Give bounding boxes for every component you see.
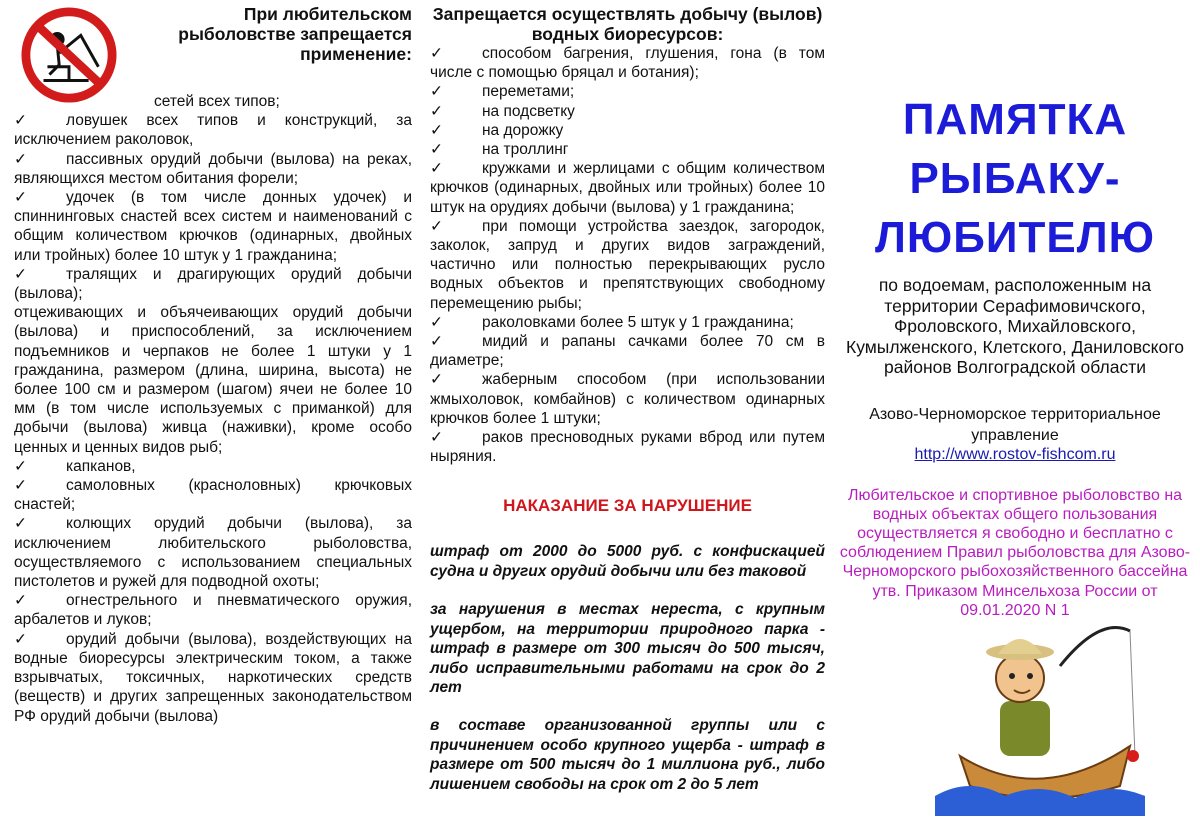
check-icon: ✓	[430, 371, 443, 389]
fisherman-illustration	[930, 606, 1150, 816]
prohibited-methods-column	[430, 4, 825, 813]
check-icon: ✓	[430, 333, 443, 351]
list-item: ✓ раколовками более 5 штук у 1 гражданина;	[430, 313, 794, 331]
title-column	[836, 4, 1194, 620]
left-heading: При любительском рыболовстве запрещается применение:	[178, 4, 412, 64]
check-icon: ✓	[430, 141, 443, 159]
check-icon: ✓	[14, 592, 27, 610]
penalty-item: в составе организованной группы или с причинением особо крупного ущерба - штраф в размере от 500 тысяч до 1 миллиона руб., либо лишением свободы на срок от 2 до 5 лет	[430, 717, 825, 793]
list-item: сетей всех типов;	[154, 93, 280, 110]
penalty-item: за нарушения в местах нереста, с крупным ущербом, на территории природного парка - штраф в размере от 300 тысяч до 500 тысяч, либо исправительными работами на срок до 2 лет	[430, 601, 825, 696]
list-item: ✓ колющих орудий добычи (вылова), за исключением любительского рыболовства, осуществляемого с использованием специальных пистолетов и ружей для подводной охоты;	[14, 515, 412, 591]
rules-note: Любительское и спортивное рыболовство на водных объектах общего пользования осуществляется я свободно и бесплатно с соблюдением Правил рыболовства для Азово-Черноморского рыбохозяйственного бассейна утв. Приказом Минсельхоза России от 09.01.2020 N 1	[839, 486, 1191, 619]
check-icon: ✓	[14, 515, 27, 533]
list-item: отцеживающих и объячеивающих орудий добычи (вылова) и приспособлений, за исключением подъемников и черпаков не более 1 штуки у 1 гражданина, размером (длина, ширина, высота) не более 100 см и размером (шагом) ячеи не более 10 мм (в том числе используемых с приманкой) для добычи (вылова) живца (наживки), кроме особо ценных и ценных видов рыб;	[14, 304, 412, 456]
check-icon: ✓	[430, 313, 443, 331]
title-line: ПАМЯТКА РЫБАКУ- ЛЮБИТЕЛЮ	[875, 95, 1155, 262]
list-item: ✓ самоловных (красноловных) крючковых снастей;	[14, 477, 412, 514]
check-icon: ✓	[14, 457, 27, 475]
check-icon: ✓	[430, 45, 443, 62]
list-item: ✓ ловушек всех типов и конструкций, за исключением раколовок,	[14, 112, 412, 149]
check-icon: ✓	[430, 160, 443, 178]
list-item: ✓ удочек (в том числе донных удочек) и спиннинговых снастей всех систем и наименований с общим количеством крючков (одинарных, двойных или тройных) более 10 штук у 1 гражданина;	[14, 189, 412, 264]
list-item: ✓ тралящих и драгирующих орудий добычи (вылова);	[14, 265, 412, 303]
middle-heading: Запрещается осуществлять добычу (вылов) водных биоресурсов:	[432, 4, 823, 44]
check-icon: ✓	[14, 150, 27, 168]
list-item: ✓ на дорожку	[430, 121, 564, 139]
list-item: ✓ переметами;	[430, 83, 575, 101]
check-icon: ✓	[14, 112, 27, 130]
penalty-title: НАКАЗАНИЕ ЗА НАРУШЕНИЕ	[503, 496, 752, 516]
check-icon: ✓	[430, 83, 443, 101]
check-icon: ✓	[14, 477, 27, 495]
list-item: ✓ капканов,	[14, 457, 136, 475]
subtitle: по водоемам, расположенным на территории Серафимовичского, Фроловского, Михайловского, Кумылженского, Клетского, Даниловского районов Волгоградской области	[846, 275, 1184, 377]
check-icon: ✓	[14, 630, 27, 648]
organization: Азово-Черноморское территориальное управление	[869, 405, 1161, 444]
list-item: ✓ пассивных орудий добычи (вылова) на реках, являющихся местом обитания форели;	[14, 150, 412, 187]
list-item: ✓ кружками и жерлицами с общим количеством крючков (одинарных, двойных или тройных) более 10 штук на орудиях добычи (вылова) у 1 гражданина;	[430, 160, 825, 216]
list-item: ✓ раков пресноводных руками вброд или путем ныряния.	[430, 429, 825, 466]
list-item: ✓ способом багрения, глушения, гона (в том числе с помощью бряцал и ботания);	[430, 45, 825, 82]
penalty-item: штраф от 2000 до 5000 руб. с конфискацией судна и других орудий добычи или без таковой	[430, 543, 825, 580]
list-item: ✓ орудий добычи (вылова), воздействующих на водные биоресурсы электрическим током, а также взрывчатых, токсичных, наркотических средств (веществ) и других запрещенных законодательством РФ орудий добычи (вылова)	[14, 630, 412, 725]
list-item: ✓ при помощи устройства заездок, загородок, заколок, запруд и других видов заграждений, частично или полностью перекрывающих русло водных объектов и препятствующих свободному перемещению рыбы;	[430, 217, 825, 312]
list-item: ✓ огнестрельного и пневматического оружия, арбалетов и луков;	[14, 592, 412, 629]
check-icon: ✓	[14, 265, 27, 283]
check-icon: ✓	[430, 429, 443, 447]
list-item: ✓ жаберным способом (при использовании жмыхоловок, комбайнов) с количеством одинарных крючков более 1 штуки;	[430, 371, 825, 427]
list-item: ✓ на подсветку	[430, 102, 575, 120]
check-icon: ✓	[14, 189, 27, 207]
website-link[interactable]: http://www.rostov-fishcom.ru	[914, 445, 1116, 463]
check-icon: ✓	[430, 217, 443, 235]
check-icon: ✓	[430, 102, 443, 120]
check-icon: ✓	[430, 121, 443, 139]
list-item: ✓ мидий и рапаны сачками более 70 см в диаметре;	[430, 333, 825, 370]
prohibited-gear-column	[14, 4, 412, 726]
list-item: ✓ на троллинг	[430, 141, 569, 159]
